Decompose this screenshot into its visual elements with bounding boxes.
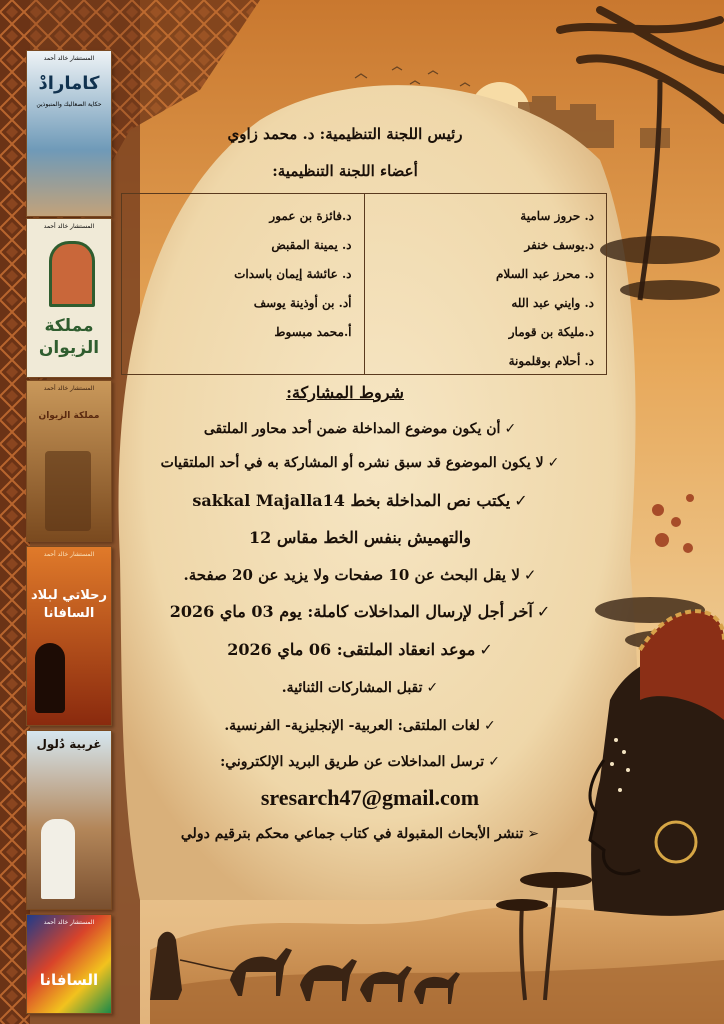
condition-item <box>120 640 600 659</box>
check-icon: ✓ <box>504 421 517 437</box>
arrow-bullet-icon: ➢ <box>527 826 540 842</box>
condition-item <box>120 455 600 471</box>
condition-text: موعد انعقاد الملتقى: 06 ماي 2026 <box>227 640 476 659</box>
check-icon: ✓ <box>514 491 528 510</box>
committee-member: د. عائشة إيمان باسدات <box>234 267 352 281</box>
book-title: غربية دُلول <box>36 737 102 751</box>
book-title: مملكة الزيوان <box>38 411 100 421</box>
committee-member: د. وايني عبد الله <box>511 296 594 310</box>
committee-member: د.مليكة بن قومار <box>508 325 594 339</box>
condition-item <box>120 754 600 770</box>
committee-member: د. حروز سامية <box>520 209 594 223</box>
check-icon: ✓ <box>536 602 551 621</box>
book-title: مملكة الزيوان <box>38 316 100 358</box>
condition-item <box>120 602 600 621</box>
book-title: رحلاتي لبلاد السافانا <box>30 588 107 621</box>
book-subtitle: حكاية الصعاليك والمنبوذين <box>36 101 102 108</box>
condition-text: لا يكون الموضوع قد سبق نشره أو المشاركة به في أحد الملتقيات <box>160 455 544 471</box>
book-author: المستشار خالد أحمد <box>43 55 95 62</box>
committee-table <box>121 193 607 375</box>
condition-item <box>120 491 600 510</box>
check-icon: ✓ <box>479 640 493 659</box>
committee-member: د.فائزة بن عمور <box>269 209 352 223</box>
check-icon: ✓ <box>426 680 439 696</box>
check-icon: ✓ <box>483 718 496 734</box>
condition-item <box>120 718 600 734</box>
condition-text: لا يقل البحث عن 10 صفحات ولا يزيد عن 20 صفحة. <box>183 566 520 584</box>
committee-member: د. أحلام بوقلمونة <box>508 354 594 368</box>
committee-column-left <box>122 194 364 374</box>
committee-member: أ.محمد مبسوط <box>274 325 352 339</box>
book-author: المستشار خالد أحمد <box>43 551 95 558</box>
committee-member: د.يوسف خنفر <box>524 238 594 252</box>
condition-item <box>120 528 600 547</box>
conditions-title: شروط المشاركة: <box>286 383 404 402</box>
committee-column-right <box>364 194 607 374</box>
check-icon: ✓ <box>547 455 560 471</box>
condition-text: والتهميش بنفس الخط مقاس 12 <box>249 528 471 547</box>
book-title: كامارادْ <box>38 73 100 94</box>
condition-item <box>120 680 600 696</box>
condition-text: تقبل المشاركات الثنائية. <box>281 680 423 696</box>
condition-text: ترسل المداخلات عن طريق البريد الإلكتروني: <box>220 754 485 770</box>
publication-note-text: تنشر الأبحاث المقبولة في كتاب جماعي محكم بترقيم دولي <box>180 826 524 842</box>
book-title: السافانا <box>39 971 99 989</box>
condition-text: لغات الملتقى: العربية- الإنجليزية- الفرنسية. <box>224 718 480 734</box>
book-author: المستشار خالد أحمد <box>43 385 95 392</box>
publication-note <box>120 826 600 842</box>
committee-member: أد. بن أوذينة يوسف <box>253 296 352 310</box>
condition-item <box>120 566 600 584</box>
book-author: المستشار خالد أحمد <box>43 223 95 230</box>
condition-text: يكتب نص المداخلة بخط sakkal Majalla14 <box>192 491 511 510</box>
condition-text: أن يكون موضوع المداخلة ضمن أحد محاور الملتقى <box>203 421 501 437</box>
check-icon: ✓ <box>488 754 500 770</box>
condition-text: آخر أجل لإرسال المداخلات كاملة: يوم 03 ماي 2026 <box>169 602 533 621</box>
committee-chair: رئيس اللجنة التنظيمية: د. محمد زاوي <box>227 125 463 143</box>
committee-members-title: أعضاء اللجنة التنظيمية: <box>272 162 418 180</box>
committee-member: د. محرز عبد السلام <box>495 267 594 281</box>
book-author: المستشار خالد أحمد <box>43 919 95 926</box>
committee-member: د. يمينة المقبض <box>271 238 352 252</box>
check-icon: ✓ <box>523 566 537 584</box>
condition-item <box>120 421 600 437</box>
submission-email[interactable]: sresarch47@gmail.com <box>260 785 480 810</box>
